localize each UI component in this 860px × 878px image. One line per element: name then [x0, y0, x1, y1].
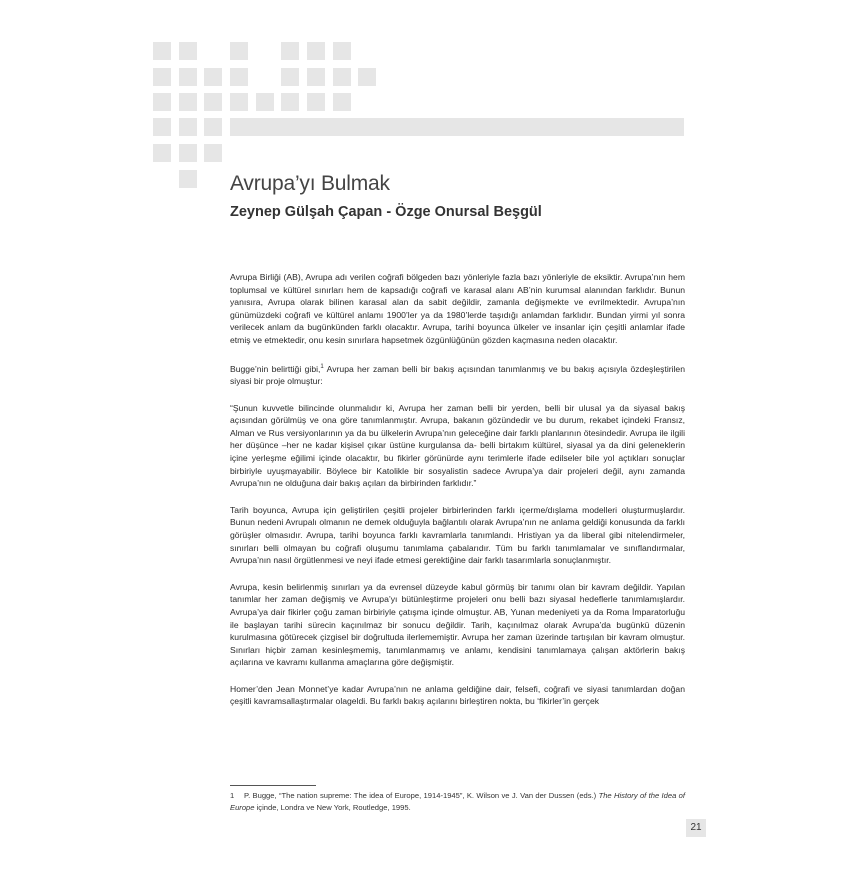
decorative-square — [333, 42, 351, 60]
footnote-number: 1 — [230, 791, 235, 800]
footnote — [230, 790, 685, 813]
decorative-square — [153, 68, 171, 86]
decorative-square — [204, 93, 222, 111]
decorative-square — [179, 118, 197, 136]
decorative-square — [204, 144, 222, 162]
decorative-square — [333, 93, 351, 111]
body-paragraph — [230, 361, 685, 388]
decorative-square — [179, 170, 197, 188]
decorative-square — [281, 93, 299, 111]
decorative-square — [281, 42, 299, 60]
footnote-text: içinde, Londra ve New York, Routledge, 1995. — [254, 802, 411, 812]
decorative-square — [358, 68, 376, 86]
decorative-square — [179, 93, 197, 111]
page-number: 21 — [686, 819, 706, 837]
decorative-square — [333, 68, 351, 86]
decorative-square — [153, 42, 171, 60]
decorative-square — [204, 118, 222, 136]
decorative-square-pattern — [0, 0, 860, 200]
chapter-body — [230, 271, 685, 722]
paragraph-text: Avrupa her zaman belli bir bakış açısından tanımlanmış ve bu bakış açısıyla özdeşleştirilen siyasi bir proje olmuştur: — [230, 363, 685, 387]
body-paragraph: Tarih boyunca, Avrupa için geliştirilen çeşitli projeler birbirlerinden farklı içerme/dışlama modelleri oluşturmuşlardır. Bunun nedeni Avrupalı olmanın ne demek olduğuyla bağlantılı olarak Avrupa’nın ne anlama geldiği konusunda da farklı görüşler olmasıdır. Avrupa, tarihi boyunca farklı kavramlarla tanımlandı. Hristiyan ya da liberal gibi nitelendirmeler, sınırları belli olmayan bu coğrafi oluşumu tanımlama çabalarıdır. Tüm bu farklı tanımlamalar ve sınıflandırmalar, Avrupa’nın nasıl örgütlenmesi ve neyi ifade etmesi gerektiğine dair farklı tasarımlarla sonuçlanmıştır. — [230, 504, 685, 566]
decorative-square — [179, 68, 197, 86]
body-paragraph: Avrupa Birliği (AB), Avrupa adı verilen coğrafi bölgeden bazı yönleriyle fazla bazı yönleriyle de eksiktir. Avrupa’nın hem toplumsal ve kültürel sınırları hem de kapsadığı coğrafi ve karasal alanı AB’nin kurumsal alanından farklıdır. Bunun yanısıra, Avrupa olarak bilinen karasal alan da sabit değildir, zamanla değişmekte ve evrilmektedir. Avrupa’nın günümüzdeki coğrafi ve kültürel anlamı 1900’ler ya da 1980’lerde taşıdığı anlamdan farklıdır. Bundan yirmi yıl sonra verilecek anlam da bugünkünden farklı olacaktır. Avrupa, tarihi boyunca ülkeler ve insanlar için çeşitli anlamlar ifade etmiş ve etmektedir, onu kesin sınırlara hapsetmek özgünlüğünün gözden kaçmasına neden olacaktır. — [230, 272, 685, 345]
chapter-authors: Zeynep Gülşah Çapan - Özge Onursal Beşgül — [230, 204, 542, 220]
body-paragraph: Avrupa, kesin belirlenmiş sınırları ya da evrensel düzeyde kabul görmüş bir tanımı olan bir kavram değildir. Yapılan tanımlar her zaman değişmiş ve Avrupa’yı bütünleştirme projeleri onu belli bazı siyasal hedeflerle tanımlamışlardır. Avrupa’ya dair fikirler çoğu zaman birbiriyle çatışma içinde olmuştur. AB, Yunan medeniyeti ya da Roma İmparatorluğu ile başlayan tarihi sürecin kaçınılmaz bir sonucu değildir. Tarih, kaçınılmaz olarak Avrupa’da bugünkü düzenin kurulmasına götürecek çizgisel bir doğrultuda ilerlememiştir. Avrupa her zaman üzerinde tartışılan bir kavram olmuştur. Sınırları hiçbir zaman kesinleşmemiş, tanımlanmamış ve anlamı, kendisini tanımlamaya çalışan aktörlerin bakış açılarına ve kavramı kullanma amaçlarına göre değişmiştir. — [230, 581, 685, 668]
decorative-square — [204, 68, 222, 86]
footnote-divider — [230, 785, 316, 786]
decorative-square — [307, 68, 325, 86]
body-paragraph: Homer’den Jean Monnet’ye kadar Avrupa’nın ne anlama geldiğine dair, felsefi, coğrafi ve siyasi tanımlardan doğan çeşitli kavramsallaştırmalar olageldi. Bu farklı bakış açılarını birleştiren nokta, bu ‘fikirler’in gerçek — [230, 683, 685, 707]
decorative-square — [307, 93, 325, 111]
decorative-square — [230, 68, 248, 86]
decorative-square — [153, 144, 171, 162]
decorative-square — [256, 93, 274, 111]
decorative-square — [153, 93, 171, 111]
decorative-square — [230, 42, 248, 60]
decorative-square — [230, 93, 248, 111]
chapter-title: Avrupa’yı Bulmak — [230, 172, 390, 195]
decorative-square — [153, 118, 171, 136]
footnote-book-title: The History of the Idea of Europe — [230, 791, 685, 812]
block-quote: “Şunun kuvvetle bilincinde olunmalıdır ki, Avrupa her zaman belli bir yerden, belli bir ulusal ya da siyasal bakış açısından görülmüş ve ona göre tanımlanmıştır. Avrupa, bakanın gözündedir ve bu durum, rekabet içindeki Fransız, Alman ve Rus versiyonlarının ya da bu ülkelerin Avrupa’nın geleceğine dair farklı planlarının ötesindedir. Avrupa ile ilgili her düşünce –her ne kadar kişisel çıkar üstüne kurgulansa da- belli birtakım kültürel, siyasal ya da dini geleneklerin içine yerleşme eğilimi içinde olacaktır, bu fikirler görünürde aynı terimlerle ifade edilseler bile yol açtıkları sonuçlar birbiriyle uyuşmayabilir. Böylece bir Katolikle bir sosyalistin sadece Avrupa’ya dair projeleri değil, aynı zamanda Avrupa’nın ne olduğuna dair bakış açıları da birbirinden farklıdır.” — [230, 402, 685, 489]
decorative-square — [281, 68, 299, 86]
decorative-square — [307, 42, 325, 60]
decorative-header-bar — [230, 118, 684, 136]
footnote-reference[interactable]: 1 — [320, 363, 324, 370]
paragraph-text: Bugge’nin belirttiği gibi, — [230, 363, 321, 374]
decorative-square — [179, 42, 197, 60]
footnote-text: P. Bugge, “The nation supreme: The idea of Europe, 1914-1945”, K. Wilson ve J. Van der Dussen (eds.) — [244, 791, 599, 800]
decorative-square — [179, 144, 197, 162]
